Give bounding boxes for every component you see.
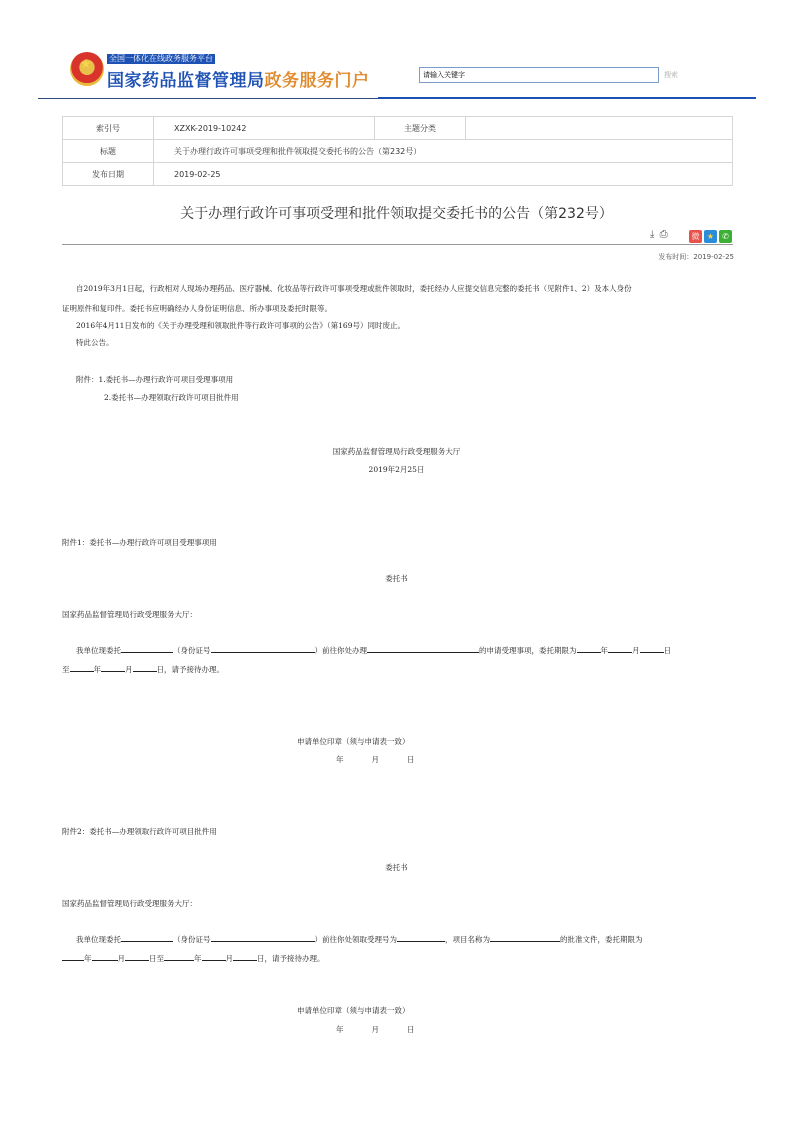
attachment1-date-fields [336, 754, 415, 765]
attachment1-form-line1 [76, 645, 671, 656]
form-text: 我单位现委托 [76, 646, 121, 655]
download-icon[interactable]: ⤓ [650, 229, 655, 240]
table-row [63, 140, 733, 163]
title-divider [62, 244, 733, 245]
signature-date: 2019年2月25日 [368, 465, 425, 474]
form-text: ，项目名称为 [445, 935, 490, 944]
form-text: 日 [663, 646, 671, 655]
metadata-table [62, 116, 733, 186]
form-text: 我单位现委托 [76, 935, 121, 944]
month-label: 月 [371, 1025, 379, 1034]
form-text: 日，请予接待办理。 [156, 665, 224, 674]
platform-tag: 全国一体化在线政务服务平台 [109, 54, 213, 63]
national-emblem-logo [70, 52, 104, 86]
blank-field [397, 934, 445, 942]
wechat-share-icon[interactable]: ✆ [719, 230, 732, 243]
blank-field [121, 934, 173, 942]
paragraph: 自2019年3月1日起，行政相对人现场办理药品、医疗器械、化妆品等行政许可事项受理或批件领取时，委托经办人应提交信息完整的委托书（见附件1、2）及本人身份 [76, 284, 632, 293]
title-value: 关于办理行政许可事项受理和批件领取提交委托书的公告（第232号） [154, 140, 733, 163]
form-text: ）前往你处办理 [314, 646, 367, 655]
form-text: ）前往你处领取受理号为 [314, 935, 397, 944]
attachment2-form-line1 [76, 934, 643, 945]
form-text: 月 [632, 646, 640, 655]
form-text: 的申请受理事项，委托期限为 [479, 646, 577, 655]
header-divider-accent [378, 97, 756, 99]
attachment2-form-line2 [62, 953, 325, 964]
form-text: 月 [225, 954, 233, 963]
blank-field [62, 953, 84, 961]
attachment2-seal: 申请单位印章（须与申请表一致） [297, 1006, 410, 1015]
blank-field [125, 953, 149, 961]
form-text: 的批准文件，委托期限为 [560, 935, 643, 944]
paragraph: 特此公告。 [76, 338, 114, 347]
form-text: 月 [125, 665, 133, 674]
table-row [63, 117, 733, 140]
attachment2-title: 委托书 [385, 863, 408, 872]
year-label: 年 [336, 755, 344, 764]
table-row [63, 163, 733, 186]
weibo-share-icon[interactable]: 微 [689, 230, 702, 243]
attachment2-heading: 附件2：委托书—办理领取行政许可项目批件用 [62, 827, 217, 836]
attachments-label: 附件： [76, 375, 99, 384]
category-value [466, 117, 733, 140]
site-title-main: 国家药品监督管理局 [107, 71, 265, 91]
qzone-share-icon[interactable]: ★ [704, 230, 717, 243]
blank-field [202, 953, 226, 961]
blank-field [640, 645, 664, 653]
attachment1-heading: 附件1：委托书—办理行政许可项目受理事项用 [62, 538, 217, 547]
attachment2-addressee: 国家药品监督管理局行政受理服务大厅： [62, 899, 197, 908]
attachment1-title: 委托书 [385, 574, 408, 583]
form-text: （身份证号 [173, 935, 211, 944]
category-label: 主题分类 [375, 117, 466, 140]
blank-field [211, 934, 315, 942]
form-text: 年 [93, 665, 101, 674]
paragraph: 2016年4月11日发布的《关于办理受理和领取批件等行政许可事项的公告》（第169号）同时废止。 [76, 321, 405, 330]
site-title-sub: 政务服务门户 [264, 71, 370, 91]
blank-field [577, 645, 601, 653]
attachment1-seal: 申请单位印章（须与申请表一致） [297, 737, 410, 746]
signature-org: 国家药品监督管理局行政受理服务大厅 [332, 447, 461, 456]
blank-field [133, 664, 157, 672]
year-label: 年 [336, 1025, 344, 1034]
search-button[interactable]: 搜索 [664, 71, 678, 79]
form-text: （身份证号 [173, 646, 211, 655]
blank-field [101, 664, 125, 672]
attachment1-form-line2 [62, 664, 224, 675]
paragraph: 证明原件和复印件。委托书应明确经办人身份证明信息、所办事项及委托时限等。 [62, 304, 332, 313]
blank-field [164, 953, 194, 961]
form-text: 日，请予接待办理。 [257, 954, 325, 963]
blank-field [121, 645, 173, 653]
date-value: 2019-02-25 [154, 163, 733, 186]
publish-time-label: 发布时间： [658, 253, 694, 261]
blank-field [367, 645, 479, 653]
month-label: 月 [371, 755, 379, 764]
print-icon[interactable]: ⎙ [659, 229, 668, 240]
day-label: 日 [407, 755, 415, 764]
blank-field [211, 645, 315, 653]
blank-field [70, 664, 94, 672]
site-title[interactable] [107, 66, 370, 91]
attachment1-addressee: 国家药品监督管理局行政受理服务大厅： [62, 610, 197, 619]
attachment2-date-fields [336, 1024, 415, 1035]
form-text: 月 [117, 954, 125, 963]
form-text: 年 [84, 954, 92, 963]
attachments-list [76, 374, 233, 385]
blank-field [233, 953, 257, 961]
publish-time [640, 252, 734, 262]
article-toolbar [650, 229, 668, 240]
header-divider [38, 98, 378, 99]
attachment-link-2[interactable]: 2.委托书—办理领取行政许可项目批件用 [104, 393, 239, 402]
blank-field [608, 645, 632, 653]
index-label: 索引号 [63, 117, 154, 140]
day-label: 日 [407, 1025, 415, 1034]
publish-time-value: 2019-02-25 [693, 253, 734, 261]
title-label: 标题 [63, 140, 154, 163]
article-title: 关于办理行政许可事项受理和批件领取提交委托书的公告（第232号） [180, 206, 613, 222]
date-label: 发布日期 [63, 163, 154, 186]
index-value: XZXK-2019-10242 [154, 117, 375, 140]
form-text: 日至 [149, 954, 164, 963]
form-text: 至 [62, 665, 70, 674]
blank-field [92, 953, 118, 961]
search-input[interactable] [419, 67, 659, 83]
attachment-link-1[interactable]: 1.委托书—办理行政许可项目受理事项用 [98, 375, 234, 384]
form-text: 年 [194, 954, 202, 963]
form-text: 年 [600, 646, 608, 655]
blank-field [490, 934, 560, 942]
